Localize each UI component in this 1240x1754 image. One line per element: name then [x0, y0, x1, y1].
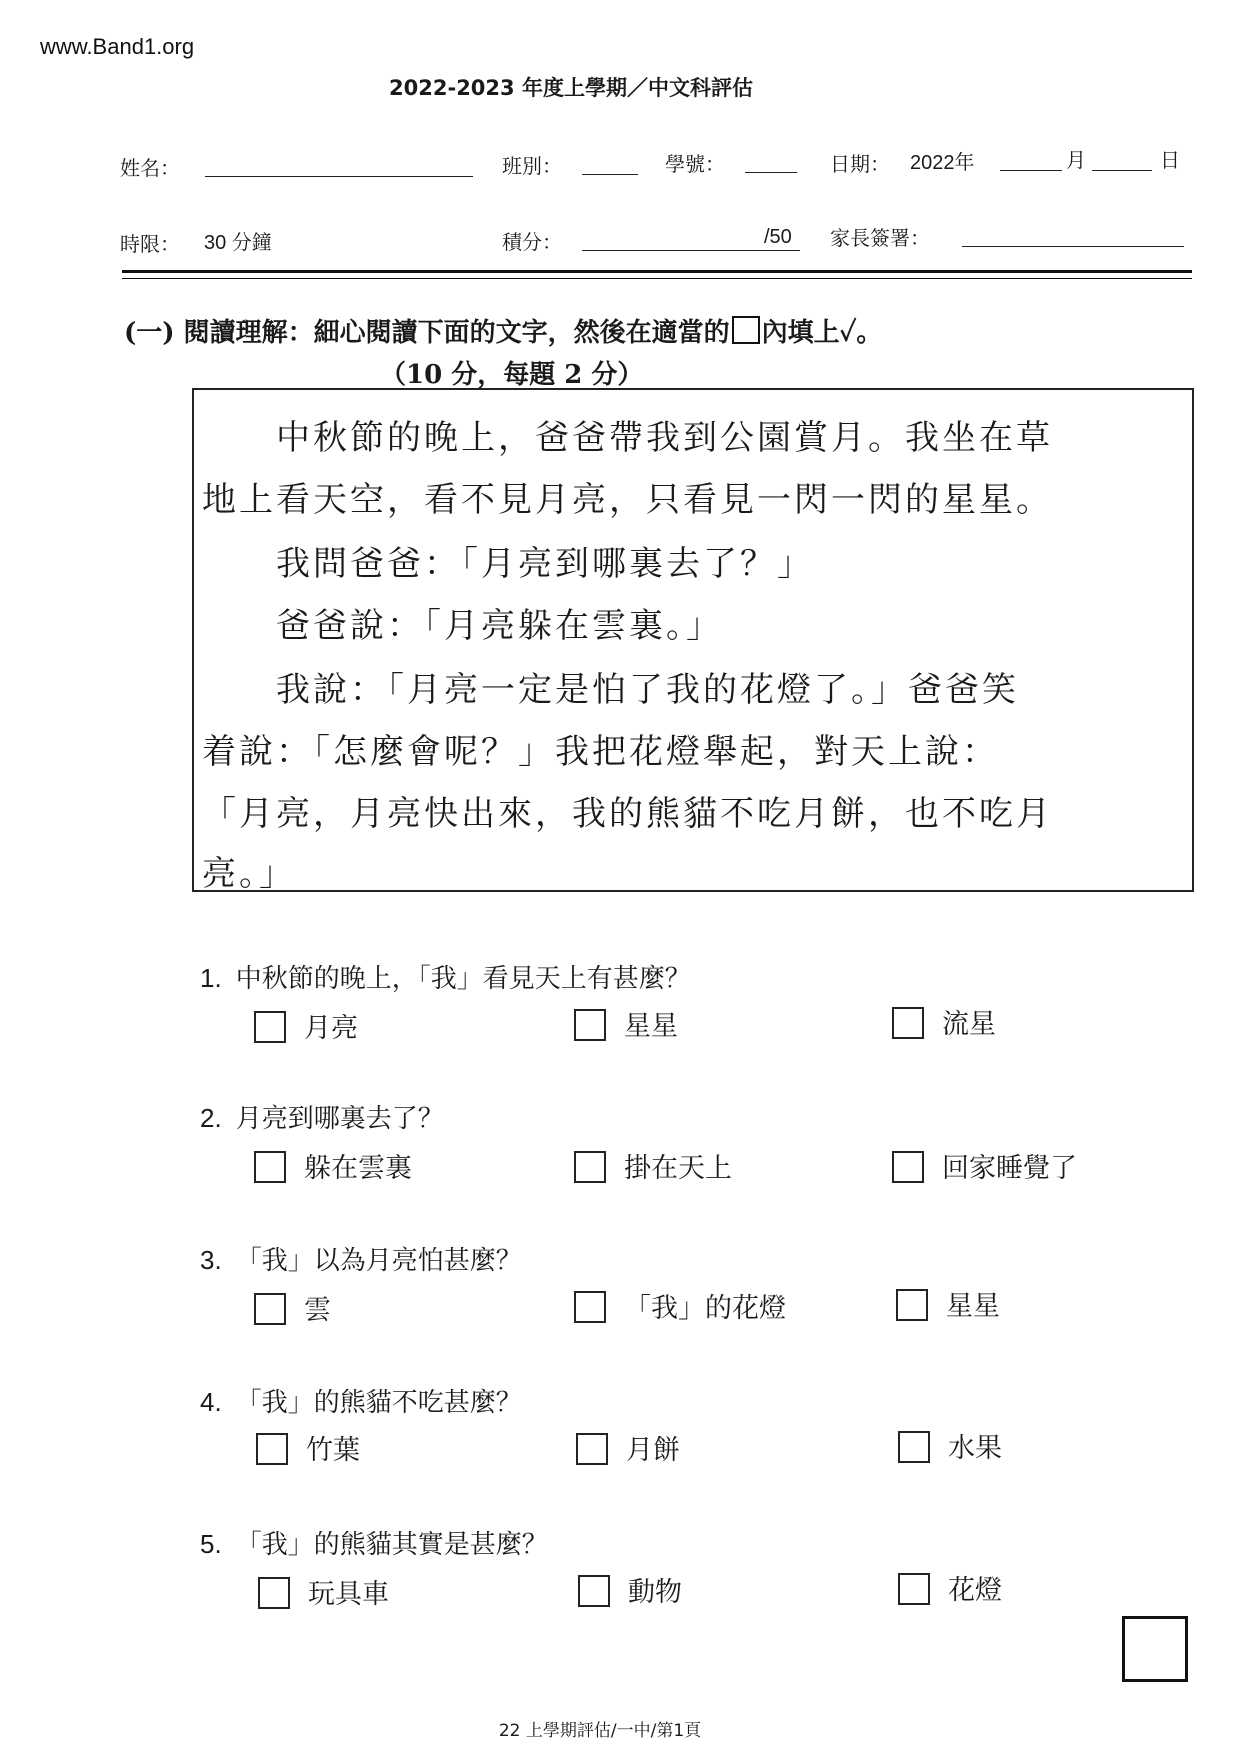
option-label: 流星: [942, 1009, 996, 1040]
checkbox[interactable]: [256, 1433, 288, 1465]
parent-signature-label: 家長簽署：: [830, 226, 930, 250]
checkbox[interactable]: [574, 1009, 606, 1041]
header-divider-thick: [122, 270, 1192, 273]
option-label: 動物: [628, 1577, 682, 1608]
q5-option-a[interactable]: [258, 1572, 389, 1611]
passage-line: 「月亮，月亮快出來，我的熊貓不吃月餅，也不吃月: [202, 794, 1053, 834]
question-5: [200, 1524, 548, 1561]
checkbox[interactable]: [892, 1151, 924, 1183]
option-label: 玩具車: [308, 1579, 389, 1610]
page-footer: 22 上學期評估/一中/第1頁: [498, 1721, 702, 1741]
question-2: [200, 1098, 444, 1135]
q2-option-c[interactable]: [892, 1146, 1077, 1185]
q2-option-a[interactable]: [254, 1146, 412, 1185]
question-text: 「我」的熊貓不吃甚麼？: [235, 1388, 522, 1418]
passage-line: 我說：「月亮一定是怕了我的花燈了。」爸爸笑: [202, 670, 1019, 710]
class-field[interactable]: [582, 174, 638, 175]
q3-option-c[interactable]: [896, 1284, 1000, 1323]
parent-signature-field[interactable]: [962, 246, 1184, 247]
section-heading-tail: 內填上✓。: [761, 318, 883, 348]
reading-passage: [192, 388, 1194, 892]
option-label: 雲: [304, 1295, 331, 1326]
option-label: 躲在雲裏: [304, 1153, 412, 1184]
time-value: 30 分鐘: [204, 232, 272, 254]
option-label: 月餅: [626, 1435, 680, 1466]
passage-line: 中秋節的晚上，爸爸帶我到公園賞月。我坐在草: [202, 418, 1053, 458]
option-label: 花燈: [948, 1575, 1002, 1606]
student-number-label: 學號：: [665, 152, 725, 176]
option-label: 竹葉: [306, 1435, 360, 1466]
question-text: 月亮到哪裏去了？: [235, 1104, 444, 1134]
checkbox[interactable]: [254, 1011, 286, 1043]
option-label: 月亮: [304, 1013, 358, 1044]
passage-line: 爸爸說：「月亮躲在雲裏。」: [202, 606, 723, 646]
student-number-field[interactable]: [745, 172, 797, 173]
question-number: 5.: [200, 1529, 222, 1559]
question-text: 「我」的熊貓其實是甚麼？: [235, 1530, 548, 1560]
date-label: 日期：: [830, 152, 890, 176]
checkbox[interactable]: [254, 1293, 286, 1325]
q3-option-a[interactable]: [254, 1288, 331, 1327]
score-label: 積分：: [502, 230, 562, 254]
checkbox[interactable]: [898, 1431, 930, 1463]
score-box[interactable]: [1122, 1616, 1188, 1682]
score-total: /50: [764, 226, 792, 248]
checkbox[interactable]: [898, 1573, 930, 1605]
q5-option-c[interactable]: [898, 1568, 1002, 1607]
q1-option-b[interactable]: [574, 1004, 678, 1043]
checkbox[interactable]: [578, 1575, 610, 1607]
checkbox[interactable]: [258, 1577, 290, 1609]
q1-option-c[interactable]: [892, 1002, 996, 1041]
header-divider-thin: [122, 278, 1192, 279]
time-label: 時限：: [120, 232, 180, 256]
site-watermark: www.Band1.org: [40, 34, 195, 59]
section-marks: （10 分，每題 2 分）: [380, 360, 644, 390]
question-number: 4.: [200, 1387, 222, 1417]
class-label: 班別：: [502, 154, 562, 178]
question-text: 中秋節的晚上，「我」看見天上有甚麼？: [235, 964, 691, 994]
option-label: 「我」的花燈: [624, 1293, 786, 1324]
q1-option-a[interactable]: [254, 1006, 358, 1045]
passage-line: 地上看天空，看不見月亮，只看見一閃一閃的星星。: [202, 480, 1053, 520]
date-day-label: 日: [1160, 148, 1180, 172]
option-label: 星星: [946, 1291, 1000, 1322]
question-4: [200, 1382, 522, 1419]
section-heading: [124, 312, 882, 349]
date-month-label: 月: [1066, 148, 1086, 172]
checkbox[interactable]: [254, 1151, 286, 1183]
passage-line: 亮。」: [202, 854, 296, 894]
question-number: 2.: [200, 1103, 222, 1133]
q4-option-a[interactable]: [256, 1428, 360, 1467]
option-label: 回家睡覺了: [942, 1153, 1077, 1184]
question-1: [200, 958, 691, 995]
q2-option-b[interactable]: [574, 1146, 732, 1185]
q4-option-c[interactable]: [898, 1426, 1002, 1465]
section-heading-text: (一) 閱讀理解：細心閱讀下面的文字，然後在適當的: [124, 318, 730, 348]
checkbox[interactable]: [892, 1007, 924, 1039]
q3-option-b[interactable]: [574, 1286, 786, 1325]
checkbox[interactable]: [574, 1151, 606, 1183]
checkbox[interactable]: [574, 1291, 606, 1323]
question-3: [200, 1240, 522, 1277]
name-field[interactable]: [205, 176, 473, 177]
passage-line: 我問爸爸：「月亮到哪裏去了？」: [202, 544, 814, 584]
question-number: 1.: [200, 963, 222, 993]
date-month-field[interactable]: [1000, 170, 1062, 171]
option-label: 水果: [948, 1433, 1002, 1464]
checkbox-sample-icon: [732, 316, 760, 344]
checkbox[interactable]: [896, 1289, 928, 1321]
score-field[interactable]: [582, 250, 800, 251]
date-day-field[interactable]: [1092, 170, 1152, 171]
question-text: 「我」以為月亮怕甚麼？: [235, 1246, 522, 1276]
checkbox[interactable]: [576, 1433, 608, 1465]
option-label: 星星: [624, 1011, 678, 1042]
question-number: 3.: [200, 1245, 222, 1275]
option-label: 掛在天上: [624, 1153, 732, 1184]
passage-line: 着說：「怎麼會呢？」我把花燈舉起，對天上說：: [202, 732, 999, 772]
date-year: 2022年: [910, 152, 975, 174]
name-label: 姓名：: [120, 156, 180, 180]
page-title: 2022-2023 年度上學期／中文科評估: [389, 76, 753, 100]
q4-option-b[interactable]: [576, 1428, 680, 1467]
q5-option-b[interactable]: [578, 1570, 682, 1609]
